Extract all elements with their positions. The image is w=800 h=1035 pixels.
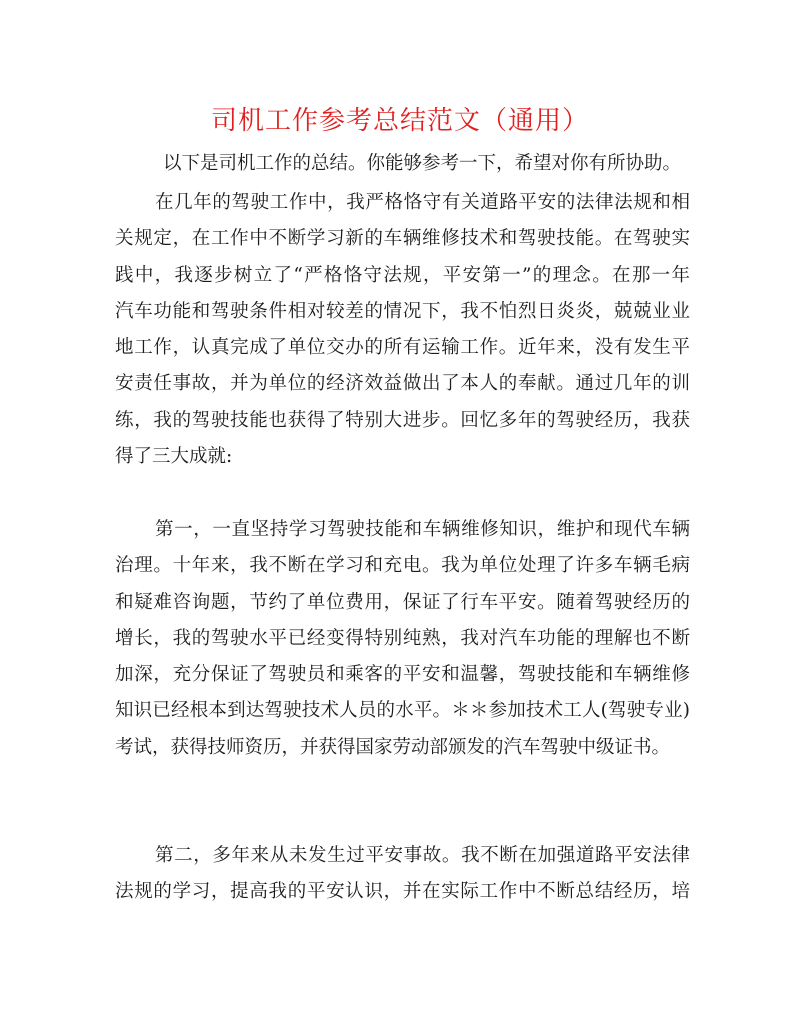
- paragraph-line: 在几年的驾驶工作中，我严格恪守有关道路平安的法律法规和相: [155, 192, 690, 213]
- intro-paragraph: 以下是司机工作的总结。你能够参考一下，希望对你有所协助。: [163, 153, 682, 174]
- paragraph-2: [115, 512, 690, 766]
- paragraph-line: 加深，充分保证了驾驶员和乘客的平安和温馨，驾驶技能和车辆维修: [115, 664, 690, 686]
- paragraph-1: [115, 185, 690, 475]
- paragraph-line: 汽车功能和驾驶条件相对较差的情况下，我不怕烈日炎炎，兢兢业业: [115, 300, 690, 322]
- paragraph-line: 治理。十年来，我不断在学习和充电。我为单位处理了许多车辆毛病: [115, 555, 690, 577]
- paragraph-line: 第一，一直坚持学习驾驶技能和车辆维修知识，维护和现代车辆: [155, 519, 690, 540]
- paragraph-line: 和疑难咨询题，节约了单位费用，保证了行车平安。随着驾驶经历的: [115, 591, 690, 613]
- paragraph-line: 安责任事故，并为单位的经济效益做出了本人的奉献。通过几年的训: [115, 373, 690, 395]
- paragraph-line: 法规的学习，提高我的平安认识，并在实际工作中不断总结经历，培: [115, 881, 690, 903]
- paragraph-line: 知识已经根本到达驾驶技术人员的水平。＊＊参加技术工人(驾驶专业): [115, 700, 690, 722]
- document-title: 司机工作参考总结范文（通用）: [210, 106, 589, 136]
- paragraph-3: [115, 838, 690, 911]
- paragraph-line: 践中，我逐步树立了“严格恪守法规，平安第一”的理念。在那一年: [115, 264, 690, 286]
- paragraph-line: 关规定，在工作中不断学习新的车辆维修技术和驾驶技能。在驾驶实: [115, 228, 690, 250]
- paragraph-line: 考试，获得技师资历，并获得国家劳动部颁发的汽车驾驶中级证书。: [115, 736, 671, 758]
- paragraph-line: 练，我的驾驶技能也获得了特别大进步。回忆多年的驾驶经历，我获: [115, 409, 690, 431]
- paragraph-line: 地工作，认真完成了单位交办的所有运输工作。近年来，没有发生平: [115, 337, 690, 359]
- paragraph-line: 第二，多年来从未发生过平安事故。我不断在加强道路平安法律: [155, 845, 690, 866]
- paragraph-line: 增长，我的驾驶水平已经变得特别纯熟，我对汽车功能的理解也不断: [115, 627, 690, 649]
- paragraph-line: 得了三大成就:: [115, 446, 233, 468]
